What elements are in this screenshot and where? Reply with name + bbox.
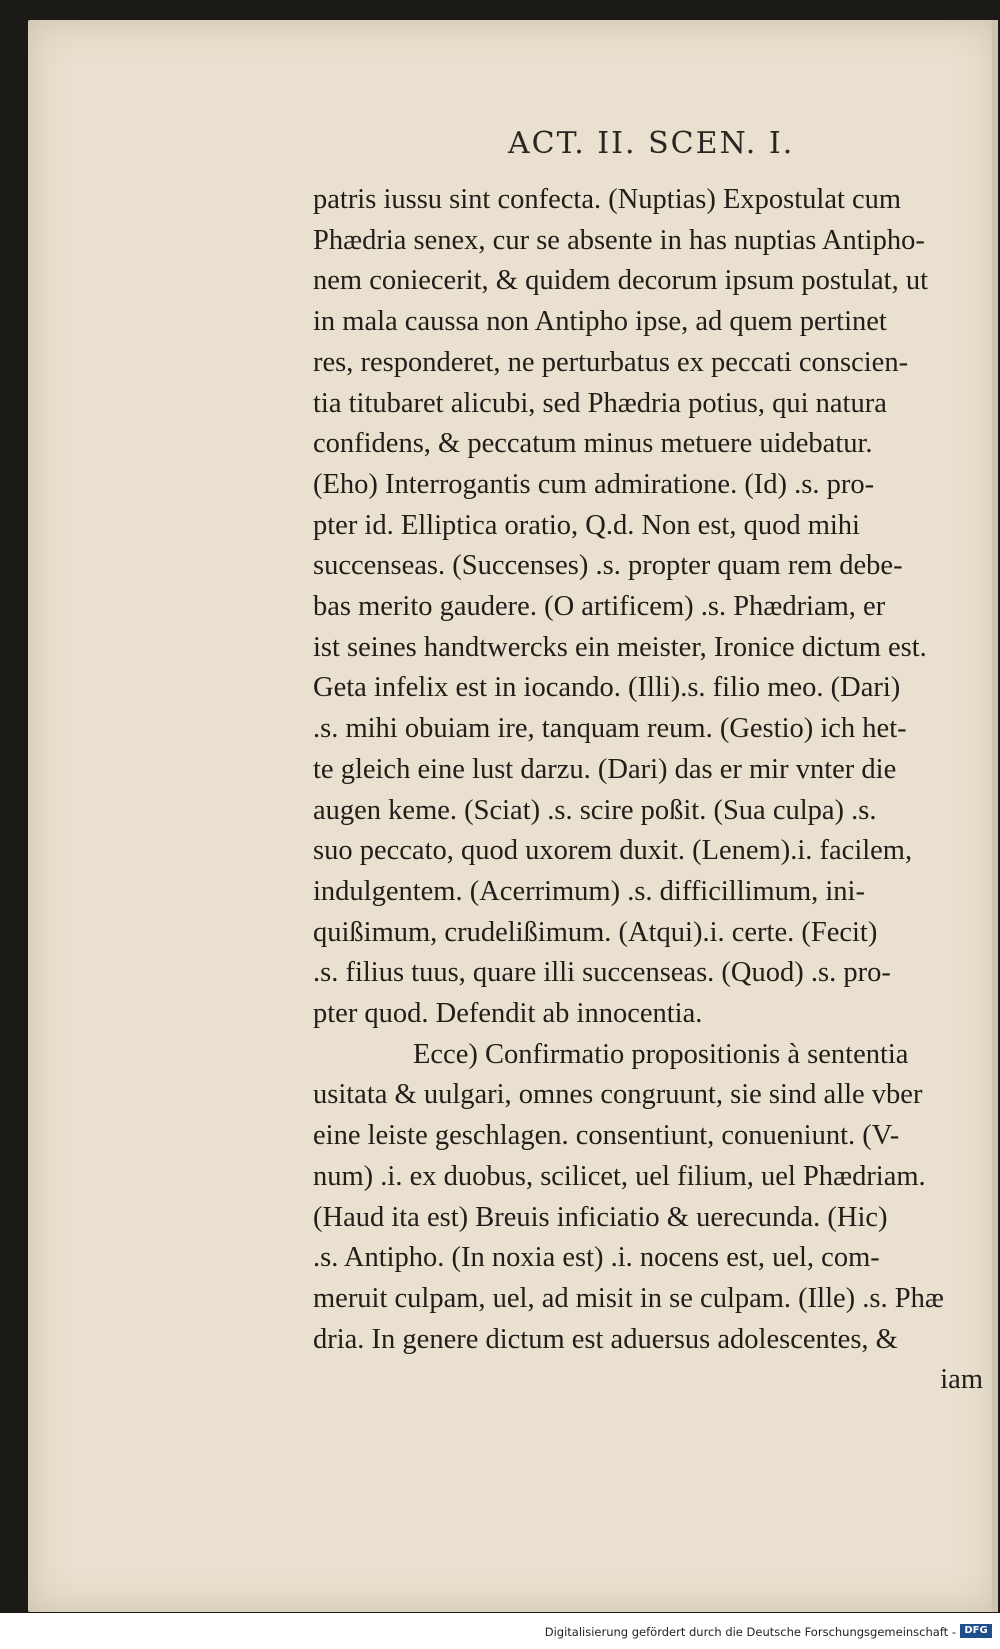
- text-line: .s. mihi obuiam ire, tanquam reum. (Gestio) ich het-: [313, 713, 907, 745]
- text-line: tia titubaret alicubi, sed Phædria potius, qui natura: [313, 387, 887, 419]
- text-line: in mala caussa non Antipho ipse, ad quem pertinet: [313, 306, 887, 338]
- text-line: (Eho) Interrogantis cum admiratione. (Id) .s. pro-: [313, 468, 875, 500]
- text-line: meruit culpam, uel, ad misit in se culpam. (Ille) .s. Phæ: [313, 1282, 944, 1314]
- commentary-text: [313, 180, 1000, 1401]
- running-head: ACT. II. SCEN. I.: [508, 126, 795, 161]
- dfg-logo-icon: DFG: [960, 1624, 992, 1638]
- text-line: pter quod. Defendit ab innocentia.: [313, 998, 703, 1030]
- text-line: res, responderet, ne perturbatus ex peccati conscien-: [313, 346, 909, 378]
- text-line: .s. filius tuus, quare illi succenseas. (Quod) .s. pro-: [313, 957, 891, 989]
- text-line: .s. Antipho. (In noxia est) .i. nocens est, uel, com-: [313, 1242, 880, 1274]
- text-line: succenseas. (Succenses) .s. propter quam rem debe-: [313, 550, 903, 582]
- book-page: [28, 20, 998, 1612]
- funding-credit: Digitalisierung gefördert durch die Deutsche Forschungsgemeinschaft -: [544, 1625, 956, 1639]
- text-line: usitata & uulgari, omnes congruunt, sie sind alle vber: [313, 1079, 923, 1111]
- text-line: Phædria senex, cur se absente in has nuptias Antipho-: [313, 224, 925, 256]
- text-line: pter id. Elliptica oratio, Q.d. Non est, quod mihi: [313, 509, 860, 541]
- text-line: bas merito gaudere. (O artificem) .s. Phædriam, er: [313, 591, 886, 623]
- text-line: te gleich eine lust darzu. (Dari) das er mir vnter die: [313, 753, 897, 785]
- text-line: nem coniecerit, & quidem decorum ipsum postulat, ut: [313, 265, 928, 297]
- text-line: suo peccato, quod uxorem duxit. (Lenem).i. facilem,: [313, 835, 913, 867]
- text-line: Ecce) Confirmatio propositionis à sententia: [413, 1038, 909, 1070]
- text-line: num) .i. ex duobus, scilicet, uel filium, uel Phædriam.: [313, 1160, 926, 1192]
- text-line: Geta infelix est in iocando. (Illi).s. filio meo. (Dari): [313, 672, 901, 704]
- text-line: eine leiste geschlagen. consentiunt, conueniunt. (V-: [313, 1120, 900, 1152]
- text-line: indulgentem. (Acerrimum) .s. difficillimum, ini-: [313, 875, 865, 907]
- text-line: quißimum, crudelißimum. (Atqui).i. certe. (Fecit): [313, 916, 878, 948]
- text-line: confidens, & peccatum minus metuere uidebatur.: [313, 428, 873, 460]
- text-line: dria. In genere dictum est aduersus adolescentes, &: [313, 1323, 898, 1355]
- text-line: patris iussu sint confecta. (Nuptias) Expostulat cum: [313, 184, 902, 215]
- text-line: ist seines handtwercks ein meister, Ironice dictum est.: [313, 631, 927, 663]
- footer-bar: [0, 1613, 1000, 1649]
- text-line: augen keme. (Sciat) .s. scire poßit. (Sua culpa) .s.: [313, 794, 877, 826]
- catchword: iam: [940, 1364, 983, 1396]
- text-line: (Haud ita est) Breuis inficiatio & uerecunda. (Hic): [313, 1201, 888, 1233]
